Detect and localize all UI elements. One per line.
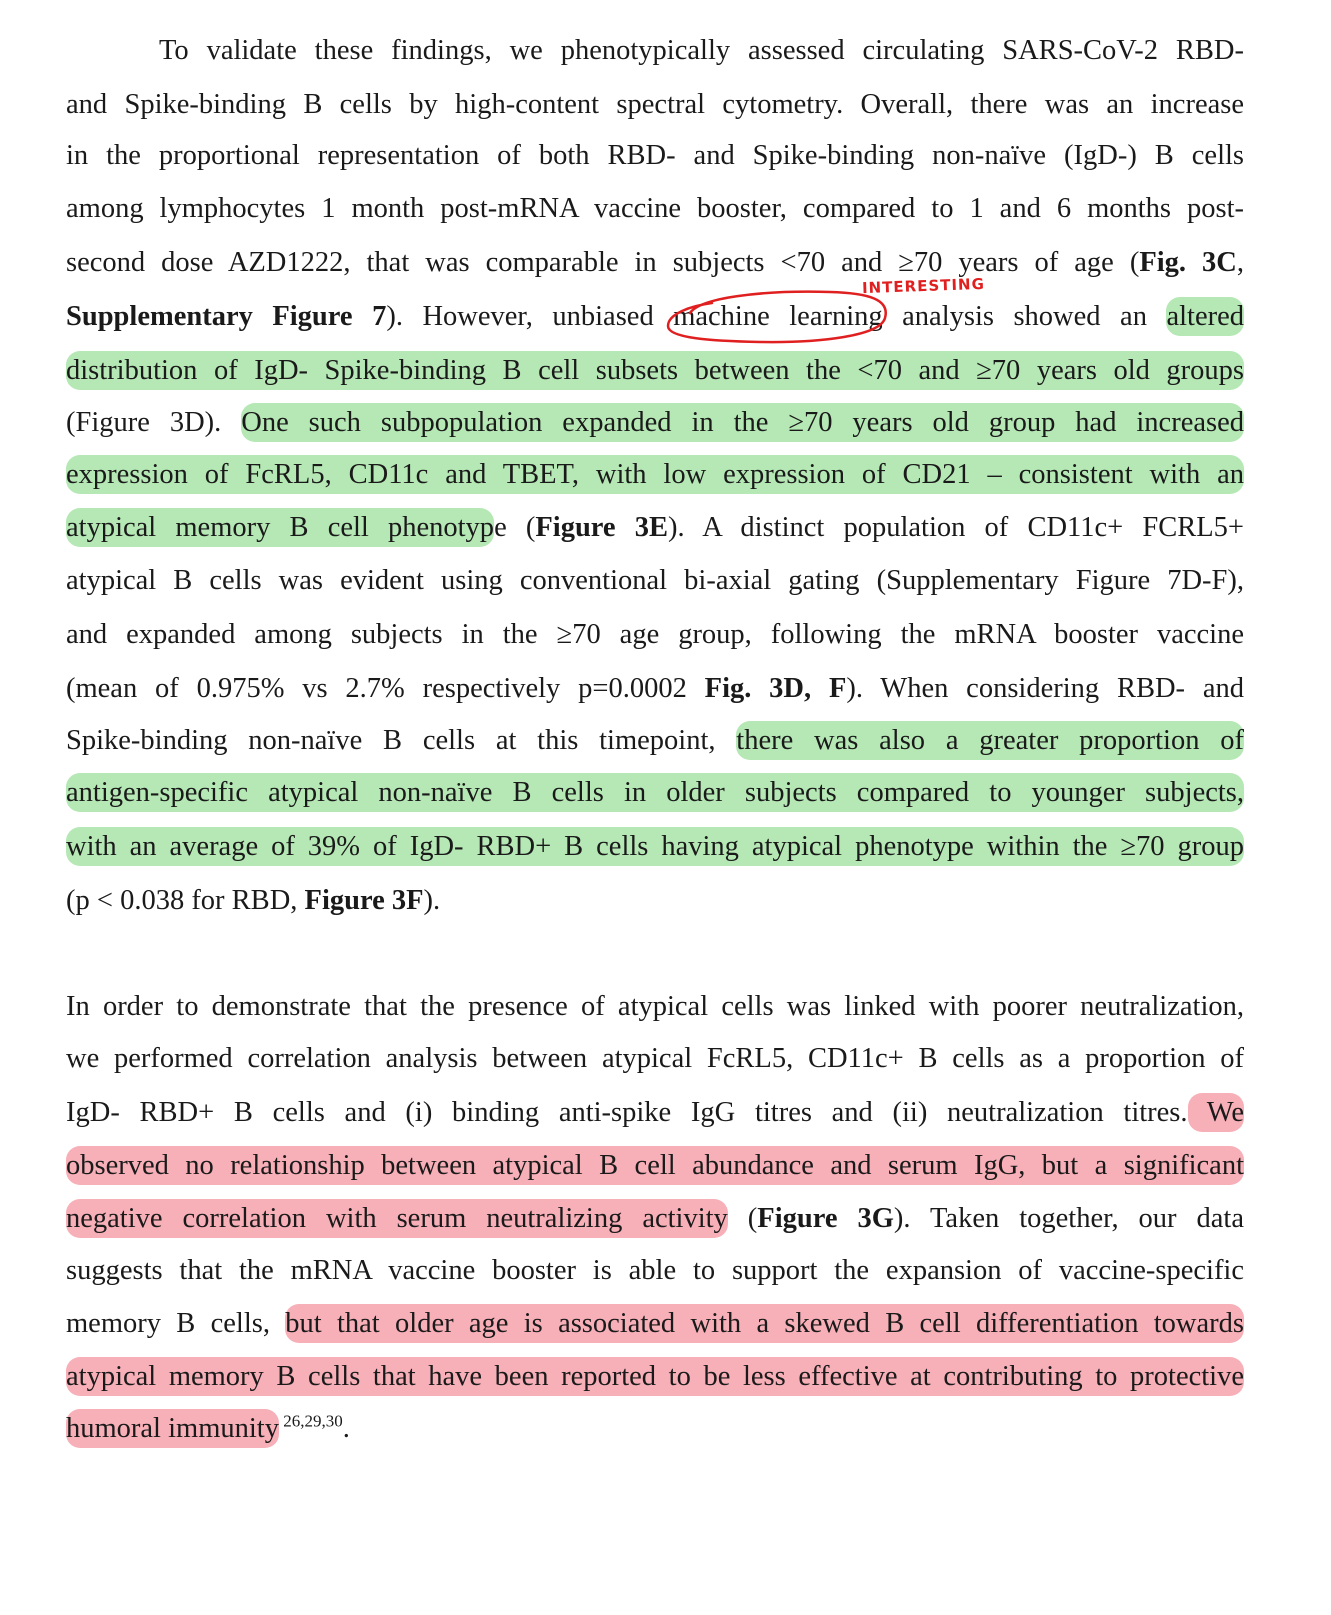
text-span: ). — [423, 885, 441, 916]
figure-reference: Fig. 3D, F — [704, 673, 847, 704]
text-span: Spike-binding non-naïve B cells at this timepoint, — [66, 725, 737, 756]
figure-reference: Fig. 3C — [1139, 247, 1237, 278]
text-span: IgD- RBD+ B cells and (i) binding anti-spike IgG titres and (ii) neutralization titres. — [66, 1097, 1188, 1128]
text-line: To validate these findings, we phenotypically assessed circulating SARS-CoV-2 RBD- — [159, 35, 1244, 66]
text-line: suggests that the mRNA vaccine booster is able to support the expansion of vaccine-specific — [66, 1255, 1244, 1286]
text-span: e ( — [494, 512, 536, 543]
red-highlight: We — [1188, 1093, 1244, 1132]
green-highlight: altered — [1166, 297, 1244, 336]
text-span: (mean of 0.975% vs 2.7% respectively p=0.0002 — [66, 673, 705, 704]
red-highlight: atypical memory B cells that have been reported to be less effective at contributing to protective — [66, 1357, 1244, 1396]
text-line — [66, 344, 1244, 398]
text-span: . — [342, 1413, 350, 1444]
text-span: ). A distinct population of CD11c+ FCRL5+ — [668, 512, 1244, 543]
text-span: ( — [727, 1203, 758, 1234]
text-span: , — [1236, 247, 1244, 278]
text-line: we performed correlation analysis between atypical FcRL5, CD11c+ B cells as a proportion of — [66, 1043, 1244, 1074]
red-highlight: humoral immunity — [66, 1409, 279, 1448]
text-line: among lymphocytes 1 month post-mRNA vaccine booster, compared to 1 and 6 months post- — [66, 193, 1244, 224]
text-line — [66, 501, 1244, 555]
green-highlight: there was also a greater proportion of — [736, 721, 1244, 760]
handwritten-note: INTERESTING — [861, 274, 986, 298]
figure-reference: Figure 3E — [535, 512, 669, 543]
text-line — [66, 290, 1244, 344]
text-line — [66, 662, 1244, 716]
text-line: and expanded among subjects in the ≥70 age group, following the mRNA booster vaccine — [66, 619, 1244, 650]
citation-superscript: 26,29,30 — [278, 1411, 343, 1431]
green-highlight: antigen-specific atypical non-naïve B cells in older subjects compared to younger subjects, — [66, 773, 1244, 812]
text-line — [66, 396, 1244, 450]
text-line — [66, 874, 1244, 928]
text-line: atypical B cells was evident using conventional bi-axial gating (Supplementary Figure 7D-F), — [66, 565, 1244, 596]
text-line: In order to demonstrate that the presence of atypical cells was linked with poorer neutralization, — [66, 991, 1244, 1022]
text-line — [66, 1139, 1244, 1193]
text-line — [66, 448, 1244, 502]
red-highlight: negative correlation with serum neutralizing activity — [66, 1199, 728, 1238]
figure-reference: Supplementary Figure 7 — [66, 301, 387, 332]
text-line — [66, 820, 1244, 874]
text-line — [66, 1086, 1244, 1140]
green-highlight: atypical memory B cell phenotyp — [66, 508, 494, 547]
green-highlight: with an average of 39% of IgD- RBD+ B cells having atypical phenotype within the ≥70 group — [66, 827, 1244, 866]
text-line — [66, 236, 1244, 290]
text-span: ). However, unbiased — [386, 301, 674, 332]
red-highlight: observed no relationship between atypical B cell abundance and serum IgG, but a significant — [66, 1146, 1244, 1185]
green-highlight: expression of FcRL5, CD11c and TBET, with low expression of CD21 – consistent with an — [66, 455, 1244, 494]
text-span: (Figure 3D). — [66, 407, 242, 438]
red-highlight: but that older age is associated with a skewed B cell differentiation towards — [285, 1304, 1244, 1343]
text-span: analysis showed an — [882, 301, 1167, 332]
green-highlight: distribution of IgD- Spike-binding B cell subsets between the <70 and ≥70 years old groups — [66, 351, 1244, 390]
text-line — [66, 1402, 1244, 1456]
text-span: second dose AZD1222, that was comparable in subjects <70 and ≥70 years of age ( — [66, 247, 1140, 278]
text-span: memory B cells, — [66, 1308, 286, 1339]
text-line — [66, 1297, 1244, 1351]
green-highlight: One such subpopulation expanded in the ≥70 years old group had increased — [241, 403, 1244, 442]
text-line: in the proportional representation of both RBD- and Spike-binding non-naïve (IgD-) B cells — [66, 140, 1244, 171]
text-line — [66, 1350, 1244, 1404]
circled-phrase: machine learning — [673, 301, 883, 332]
text-span: (p < 0.038 for RBD, — [66, 885, 305, 916]
figure-reference: Figure 3F — [304, 885, 424, 916]
figure-reference: Figure 3G — [757, 1203, 894, 1234]
text-line — [66, 766, 1244, 820]
text-line — [66, 1192, 1244, 1246]
text-line — [66, 714, 1244, 768]
text-line: and Spike-binding B cells by high-content spectral cytometry. Overall, there was an increase — [66, 89, 1244, 120]
text-span: ). When considering RBD- and — [846, 673, 1245, 704]
text-span: ). Taken together, our data — [893, 1203, 1245, 1234]
